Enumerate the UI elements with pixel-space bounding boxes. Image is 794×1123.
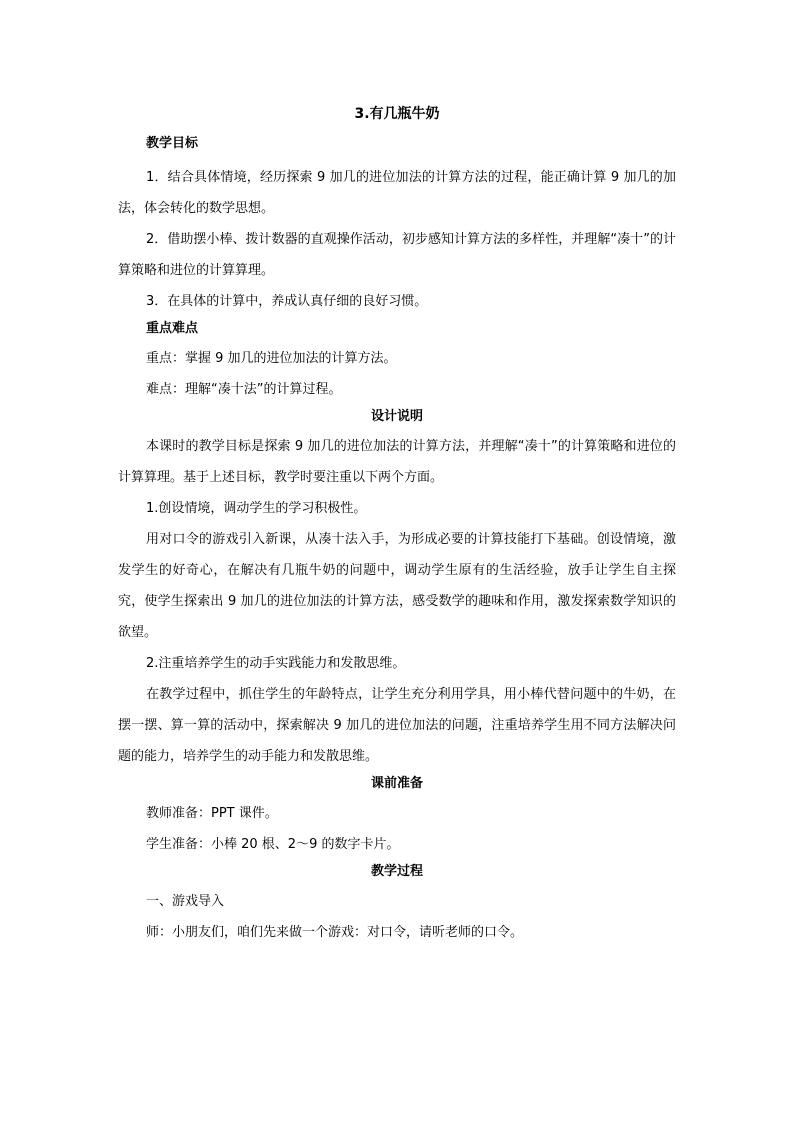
key-point-item-1: 重点：掌握 9 加几的进位加法的计算方法。 [146, 351, 397, 366]
document-title: 3.有几瓶牛奶 [354, 106, 440, 122]
section-heading-goals: 教学目标 [146, 136, 199, 151]
section-heading-prep: 课前准备 [370, 776, 423, 791]
goal-item-1: 1．结合具体情境，经历探索 9 加几的进位加法的计算方法的过程，能正确计算 9 加几的加法，体会转化的数学思想。 [118, 170, 676, 216]
design-paragraph-5: 在教学过程中，抓住学生的年龄特点，让学生充分利用学具，用小棒代替问题中的牛奶，在摆一摆、算一算的活动中，探索解决 9 加几的进位加法的问题，注重培养学生用不同方法解决问题的能力，培养学生的动手能力和发散思维。 [118, 687, 676, 764]
key-point-item-2: 难点：理解“凑十法”的计算过程。 [146, 382, 342, 397]
process-item-1: 一、游戏导入 [146, 894, 225, 909]
design-paragraph-1: 本课时的教学目标是探索 9 加几的进位加法的计算方法，并理解“凑十”的计算策略和进位的计算算理。基于上述目标，教学时要注重以下两个方面。 [118, 439, 676, 485]
goal-item-2: 2．借助摆小棒、拨计数器的直观操作活动，初步感知计算方法的多样性，并理解“凑十”的计算策略和进位的计算算理。 [118, 232, 676, 278]
design-paragraph-4: 2.注重培养学生的动手实践能力和发散思维。 [146, 656, 406, 671]
design-paragraph-2: 1.创设情境，调动学生的学习积极性。 [146, 501, 367, 516]
design-paragraph-3: 用对口令的游戏引入新课，从凑十法入手，为形成必要的计算技能打下基础。创设情境，激发学生的好奇心，在解决有几瓶牛奶的问题中，调动学生原有的生活经验，放手让学生自主探究，使学生探索出 9 加几的进位加法的计算方法，感受数学的趣味和作用，激发探索数学知识的欲望。 [118, 532, 676, 640]
document-page [118, 104, 676, 948]
section-heading-key-points: 重点难点 [146, 321, 199, 336]
prep-item-1: 教师准备：PPT 课件。 [146, 806, 278, 821]
prep-item-2: 学生准备：小棒 20 根、2～9 的数字卡片。 [146, 837, 400, 852]
process-item-2: 师：小朋友们，咱们先来做一个游戏：对口令，请听老师的口令。 [146, 925, 524, 940]
section-heading-design: 设计说明 [370, 409, 423, 424]
goal-item-3: 3．在具体的计算中，养成认真仔细的良好习惯。 [146, 294, 428, 309]
section-heading-process: 教学过程 [370, 864, 423, 879]
